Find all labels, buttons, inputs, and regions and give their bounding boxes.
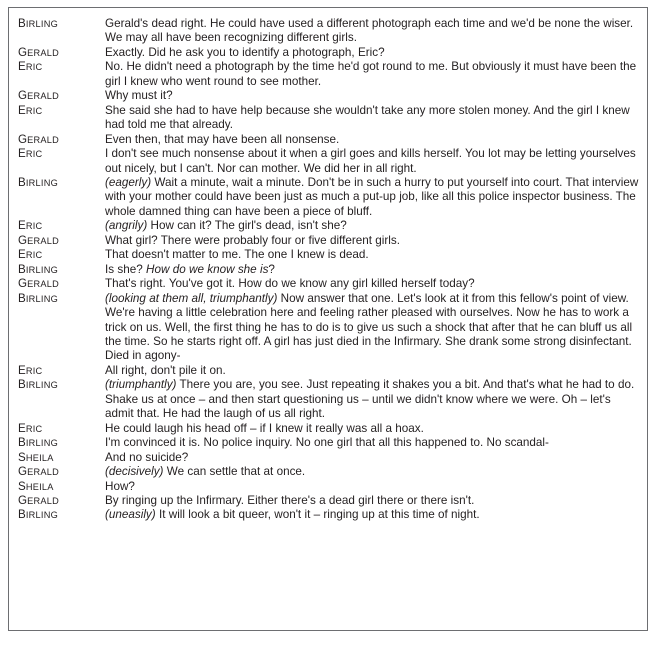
speaker-name: SHEILA xyxy=(18,479,54,493)
speaker-name: BIRLING xyxy=(18,291,58,305)
dialogue-line xyxy=(9,133,647,147)
dialogue-line xyxy=(9,451,647,465)
dialogue-line xyxy=(9,248,647,262)
speaker-name: GERALD xyxy=(18,233,60,247)
dialogue-text xyxy=(105,436,641,450)
dialogue-line xyxy=(9,263,647,277)
dialogue-line xyxy=(9,17,647,46)
dialogue-line xyxy=(9,176,647,219)
dialogue-text-run: Wait a minute, wait a minute. Don't be in such a hurry to put yourself into court. That interview with your mother could have been just as much a put-up job, like all this police inspector business. The whole damned thing can have been a piece of bluff. xyxy=(105,175,639,218)
stage-direction: (angrily) xyxy=(105,219,148,233)
dialogue-line xyxy=(9,292,647,364)
dialogue-text-run: Now answer that one. Let's look at it from this fellow's point of view. We're having a little celebration here and feeling rather pleased with ourselves. Now he has to work a trick on us. Well, the first thing he has to do is to give us such a shock that after that he can bluff us all the time. So he starts right off. A girl has just died in the Infirmary. She drank some strong disinfectant. Died in agony- xyxy=(105,291,633,363)
speaker-name: GERALD xyxy=(18,89,60,103)
dialogue-text xyxy=(105,133,641,147)
dialogue-text xyxy=(105,364,641,378)
dialogue-text xyxy=(105,292,641,364)
dialogue-text xyxy=(105,465,641,479)
dialogue-line xyxy=(9,277,647,291)
speaker-name: ERIC xyxy=(18,60,43,74)
dialogue-text xyxy=(105,263,641,277)
dialogue-text-run: By ringing up the Infirmary. Either there's a dead girl there or there isn't. xyxy=(105,493,475,507)
speaker-name: ERIC xyxy=(18,147,43,161)
script-dialogue-list xyxy=(9,17,647,523)
dialogue-text-run: Is she? xyxy=(105,262,147,276)
dialogue-line xyxy=(9,378,647,421)
speaker-name: BIRLING xyxy=(18,436,58,450)
dialogue-text-run: She said she had to have help because she wouldn't take any more stolen money. And the girl I knew had told me that already. xyxy=(105,103,630,132)
dialogue-line xyxy=(9,436,647,450)
dialogue-text xyxy=(105,248,641,262)
dialogue-line xyxy=(9,234,647,248)
dialogue-text-run: He could laugh his head off – if I knew it really was all a hoax. xyxy=(105,421,424,435)
dialogue-text-run: There you are, you see. Just repeating it shakes you a bit. And that's what he had to do. Shake us at once – and then start questioning us – until we didn't know where we were. Oh – let's admit that. He had the laugh of us all right. xyxy=(105,378,635,421)
dialogue-text-run: What girl? There were probably four or five different girls. xyxy=(105,233,400,247)
dialogue-text-run: We can settle that at once. xyxy=(163,465,306,479)
speaker-name: ERIC xyxy=(18,421,43,435)
dialogue-text xyxy=(105,378,641,421)
dialogue-text-run: Exactly. Did he ask you to identify a photograph, Eric? xyxy=(105,45,385,59)
stage-direction: (triumphantly) xyxy=(105,378,177,392)
script-page-frame xyxy=(8,7,648,631)
stage-direction: (looking at them all, triumphantly) xyxy=(105,291,278,305)
dialogue-text xyxy=(105,219,641,233)
dialogue-line xyxy=(9,364,647,378)
speaker-name: BIRLING xyxy=(18,378,58,392)
stage-direction: (decisively) xyxy=(105,465,164,479)
dialogue-text xyxy=(105,508,641,522)
speaker-name: BIRLING xyxy=(18,17,58,30)
speaker-name: GERALD xyxy=(18,277,60,291)
dialogue-line xyxy=(9,89,647,103)
dialogue-text xyxy=(105,234,641,248)
dialogue-text-run: And no suicide? xyxy=(105,450,189,464)
dialogue-line xyxy=(9,465,647,479)
dialogue-text-run: How? xyxy=(105,479,135,493)
dialogue-text-run: ? xyxy=(268,262,275,276)
dialogue-text-run: All right, don't pile it on. xyxy=(105,363,226,377)
speaker-name: GERALD xyxy=(18,493,60,507)
dialogue-text xyxy=(105,147,641,176)
dialogue-text xyxy=(105,17,641,46)
speaker-name: GERALD xyxy=(18,465,60,479)
dialogue-line xyxy=(9,104,647,133)
speaker-name: BIRLING xyxy=(18,262,58,276)
dialogue-line xyxy=(9,508,647,522)
speaker-name: GERALD xyxy=(18,132,60,146)
dialogue-text-run: How can it? The girl's dead, isn't she? xyxy=(147,219,347,233)
dialogue-line xyxy=(9,147,647,176)
dialogue-line xyxy=(9,60,647,89)
dialogue-line xyxy=(9,219,647,233)
dialogue-text xyxy=(105,422,641,436)
stage-direction: (uneasily) xyxy=(105,508,156,522)
dialogue-text xyxy=(105,494,641,508)
dialogue-text xyxy=(105,277,641,291)
speaker-name: ERIC xyxy=(18,103,43,117)
speaker-name: BIRLING xyxy=(18,508,58,522)
dialogue-text xyxy=(105,451,641,465)
dialogue-text-run: No. He didn't need a photograph by the time he'd got round to me. But obviously it must have been the girl I knew who went round to see mother. xyxy=(105,60,637,88)
stage-direction: (eagerly) xyxy=(105,175,152,189)
dialogue-text-run: It will look a bit queer, won't it – ringing up at this time of night. xyxy=(155,508,480,522)
dialogue-text xyxy=(105,176,641,219)
dialogue-text xyxy=(105,60,641,89)
dialogue-line xyxy=(9,46,647,60)
dialogue-text-run: Even then, that may have been all nonsense. xyxy=(105,132,340,146)
speaker-name: ERIC xyxy=(18,363,43,377)
stage-direction: How do we know she is xyxy=(146,262,269,276)
dialogue-line xyxy=(9,422,647,436)
dialogue-text xyxy=(105,46,641,60)
speaker-name: BIRLING xyxy=(18,175,58,189)
dialogue-line xyxy=(9,494,647,508)
dialogue-text xyxy=(105,480,641,494)
dialogue-text-run: That's right. You've got it. How do we know any girl killed herself today? xyxy=(105,277,475,291)
speaker-name: GERALD xyxy=(18,45,60,59)
speaker-name: ERIC xyxy=(18,219,43,233)
dialogue-text xyxy=(105,104,641,133)
dialogue-text xyxy=(105,89,641,103)
speaker-name: SHEILA xyxy=(18,450,54,464)
dialogue-text-run: That doesn't matter to me. The one I knew is dead. xyxy=(105,248,369,262)
dialogue-text-run: I'm convinced it is. No police inquiry. No one girl that all this happened to. No scandal- xyxy=(105,436,549,450)
speaker-name: ERIC xyxy=(18,248,43,262)
dialogue-line xyxy=(9,480,647,494)
dialogue-text-run: Gerald's dead right. He could have used a different photograph each time and we'd be none the wiser. We may all have been recognizing different girls. xyxy=(105,17,634,45)
dialogue-text-run: Why must it? xyxy=(105,89,173,103)
dialogue-text-run: I don't see much nonsense about it when a girl goes and kills herself. You lot may be letting yourselves out nicely, but I can't. Nor can mother. We did her in all right. xyxy=(105,147,636,175)
